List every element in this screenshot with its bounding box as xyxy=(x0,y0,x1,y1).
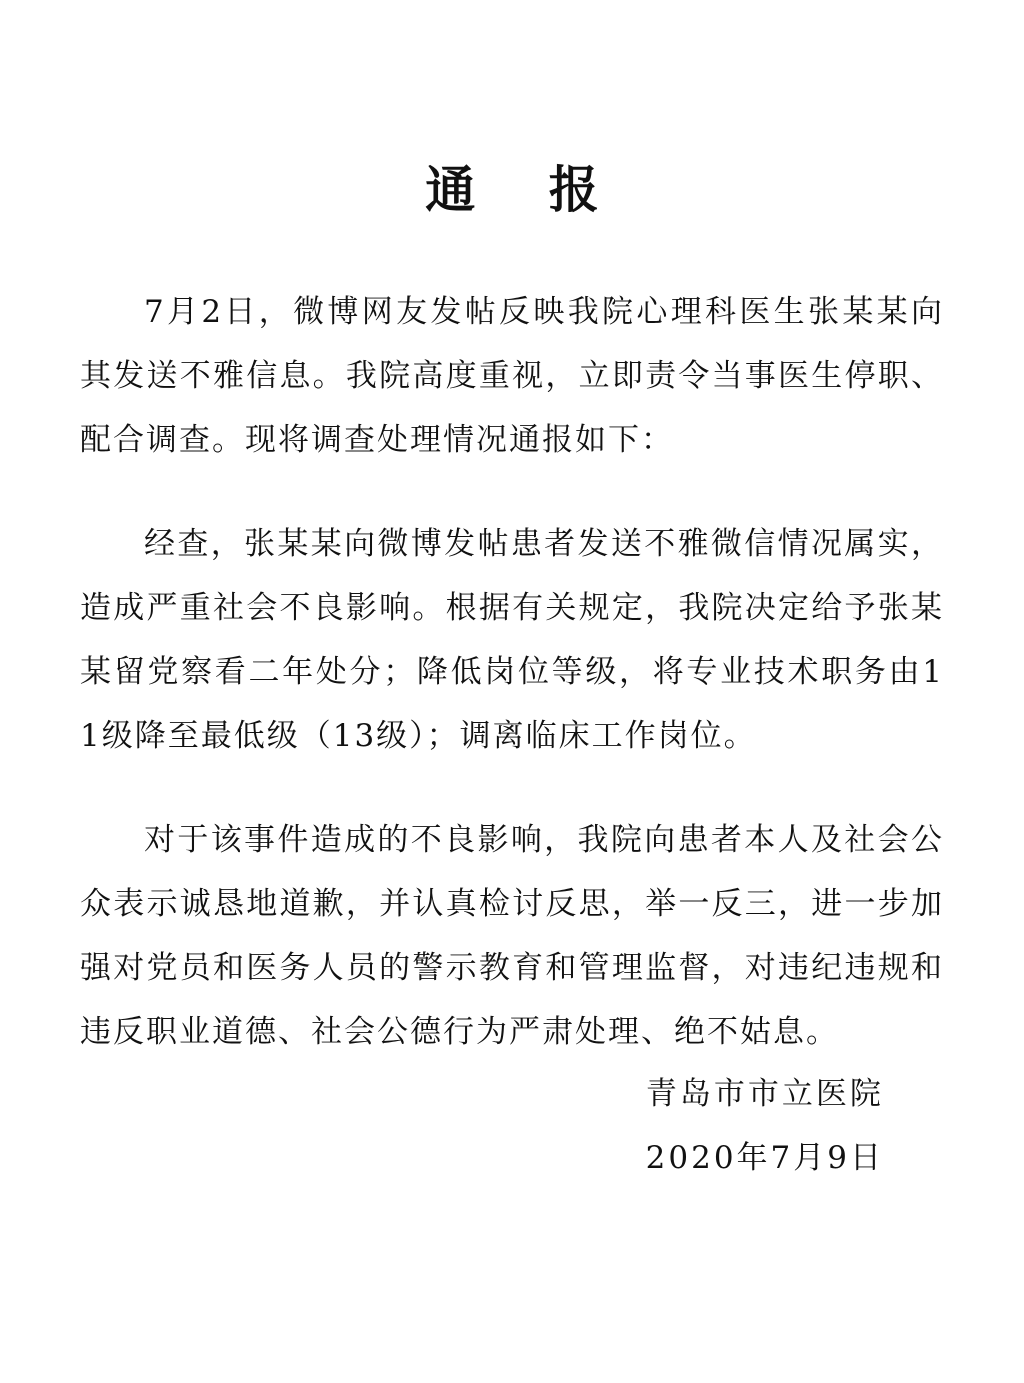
signature-block xyxy=(646,1062,884,1190)
paragraph-2: 经查，张某某向微博发帖患者发送不雅微信情况属实，造成严重社会不良影响。根据有关规定，我院决定给予张某某留党察看二年处分；降低岗位等级，将专业技术职务由11级降至最低级（13级）；调离临床工作岗位。 xyxy=(80,526,944,754)
signature-organization: 青岛市市立医院 xyxy=(645,1076,884,1112)
document-title: 通 报 xyxy=(425,161,627,219)
signature-date: 2020年7月9日 xyxy=(645,1140,884,1176)
paragraph-3: 对于该事件造成的不良影响，我院向患者本人及社会公众表示诚恳地道歉，并认真检讨反思，举一反三，进一步加强对党员和医务人员的警示教育和管理监督，对违纪违规和违反职业道德、社会公德行为严肃处理、绝不姑息。 xyxy=(80,822,944,1050)
document-body xyxy=(80,280,944,1104)
paragraph-1: 7月2日，微博网友发帖反映我院心理科医生张某某向其发送不雅信息。我院高度重视，立即责令当事医生停职、配合调查。现将调查处理情况通报如下： xyxy=(80,294,944,458)
